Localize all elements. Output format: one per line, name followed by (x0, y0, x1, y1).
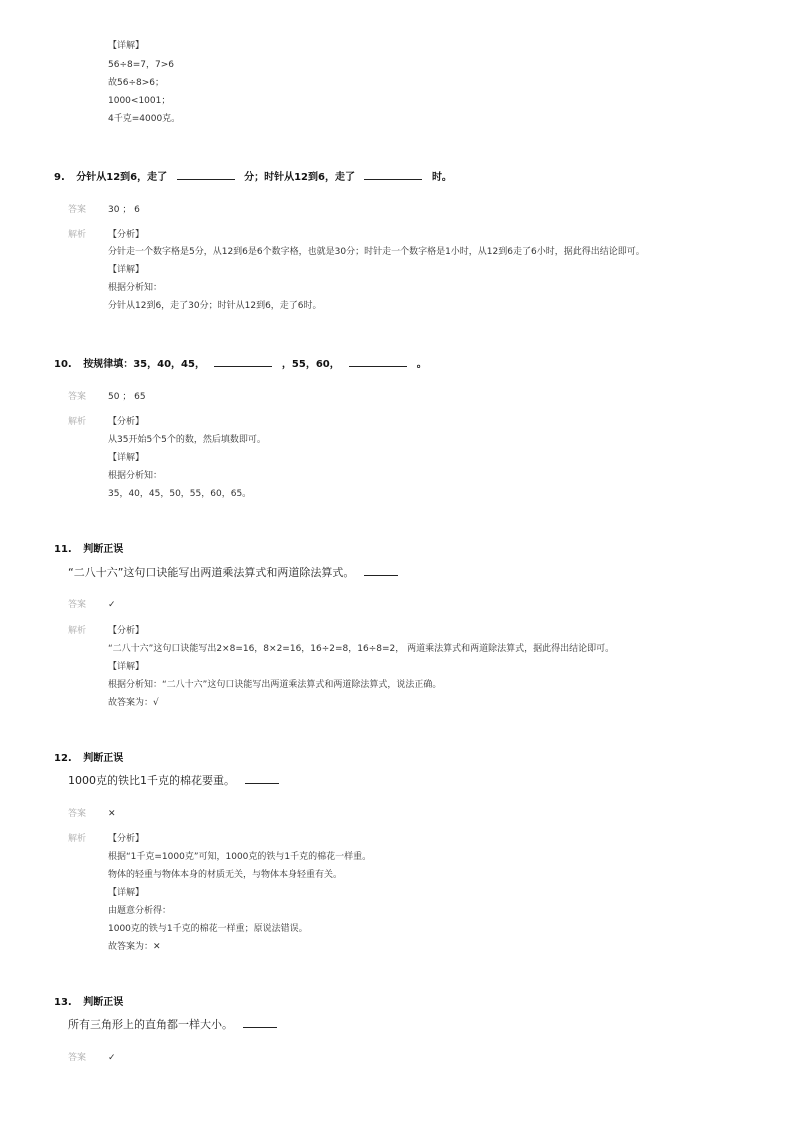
question-statement (68, 773, 285, 788)
question-text: 时。 (431, 172, 452, 183)
question-text: 分针从12到6，走了 (76, 172, 168, 183)
answer-blank[interactable] (245, 773, 279, 784)
analysis-line: 根据分析知：“二八十六”这句口诀能写出两道乘法算式和两道除法算式，说法正确。 (108, 680, 442, 690)
detail-line: 4千克=4000克。 (108, 114, 181, 124)
analysis-line: 【分析】 (108, 417, 145, 427)
answer-value: ✓ (108, 1053, 116, 1063)
analysis-line: 根据分析知： (108, 471, 163, 481)
detail-line: 故56÷8>6； (108, 78, 164, 88)
analysis-line: 【详解】 (108, 888, 145, 898)
analysis-line: 【分析】 (108, 626, 145, 636)
question-text: ，55，60， (281, 359, 340, 370)
analysis-line: 1000克的铁与1千克的棉花一样重；原说法错误。 (108, 924, 308, 934)
analysis-line: 故答案为：√ (108, 698, 159, 708)
question-title (54, 356, 427, 372)
analysis-line: 根据分析知： (108, 283, 163, 293)
analysis-line: 由题意分析得： (108, 906, 172, 916)
analysis-label: 解析 (68, 417, 87, 427)
analysis-line: 根据“1千克=1000克”可知，1000克的铁与1千克的棉花一样重。 (108, 852, 372, 862)
answer-value: ✓ (108, 600, 116, 610)
detail-line: 1000<1001； (108, 96, 171, 106)
answer-label: 答案 (68, 205, 87, 215)
analysis-line: 故答案为：✕ (108, 942, 161, 952)
question-text: 。 (416, 359, 427, 370)
question-statement (68, 565, 404, 580)
answer-value: 30 ； 6 (108, 205, 140, 215)
answer-label: 答案 (68, 600, 87, 610)
question-text: 分；时针从12到6，走了 (244, 172, 355, 183)
question-number: 9. (54, 172, 65, 183)
answer-label: 答案 (68, 809, 87, 819)
detail-label: 【详解】 (108, 41, 145, 51)
analysis-line: “二八十六”这句口诀能写出2×8=16，8×2=16，16÷2=8，16÷8=2， 两道乘法算式和两道除法算式，据此得出结论即可。 (108, 644, 615, 654)
question-title (54, 543, 123, 557)
analysis-label: 解析 (68, 834, 87, 844)
analysis-line: 从35开始5个5个的数，然后填数即可。 (108, 435, 266, 445)
question-title (54, 996, 123, 1010)
question-type: 判断正误 (83, 997, 124, 1008)
question-number: 12. (54, 753, 72, 764)
question-title (54, 169, 452, 185)
analysis-label: 解析 (68, 230, 87, 240)
analysis-label: 解析 (68, 626, 87, 636)
analysis-line: 分针从12到6，走了30分；时针从12到6，走了6时。 (108, 301, 322, 311)
analysis-line: 【分析】 (108, 230, 145, 240)
statement-text: “二八十六”这句口诀能写出两道乘法算式和两道除法算式。 (68, 566, 355, 579)
answer-blank[interactable] (243, 1017, 277, 1028)
question-number: 13. (54, 997, 72, 1008)
statement-text: 所有三角形上的直角都一样大小。 (68, 1018, 233, 1031)
question-number: 10. (54, 359, 72, 370)
analysis-line: 【详解】 (108, 453, 145, 463)
answer-value: 50 ； 65 (108, 392, 146, 402)
analysis-line: 分针走一个数字格是5分，从12到6是6个数字格，也就是30分；时针走一个数字格是1小时，从12到6走了6小时，据此得出结论即可。 (108, 247, 645, 257)
analysis-line: 【详解】 (108, 265, 145, 275)
question-number: 11. (54, 544, 72, 555)
answer-label: 答案 (68, 392, 87, 402)
answer-label: 答案 (68, 1053, 87, 1063)
detail-line: 56÷8=7，7>6 (108, 60, 174, 70)
question-title (54, 752, 123, 766)
question-type: 判断正误 (83, 753, 124, 764)
answer-blank[interactable] (364, 169, 422, 180)
answer-blank[interactable] (177, 169, 235, 180)
answer-value: ✕ (108, 809, 116, 819)
answer-blank[interactable] (364, 565, 398, 576)
analysis-line: 35，40，45，50，55，60，65。 (108, 489, 252, 499)
question-text: 按规律填：35，40，45， (83, 359, 205, 370)
analysis-line: 【详解】 (108, 662, 145, 672)
answer-blank[interactable] (349, 356, 407, 367)
analysis-line: 【分析】 (108, 834, 145, 844)
question-statement (68, 1017, 283, 1032)
statement-text: 1000克的铁比1千克的棉花要重。 (68, 774, 235, 787)
answer-blank[interactable] (214, 356, 272, 367)
analysis-line: 物体的轻重与物体本身的材质无关，与物体本身轻重有关。 (108, 870, 343, 880)
question-type: 判断正误 (83, 544, 124, 555)
